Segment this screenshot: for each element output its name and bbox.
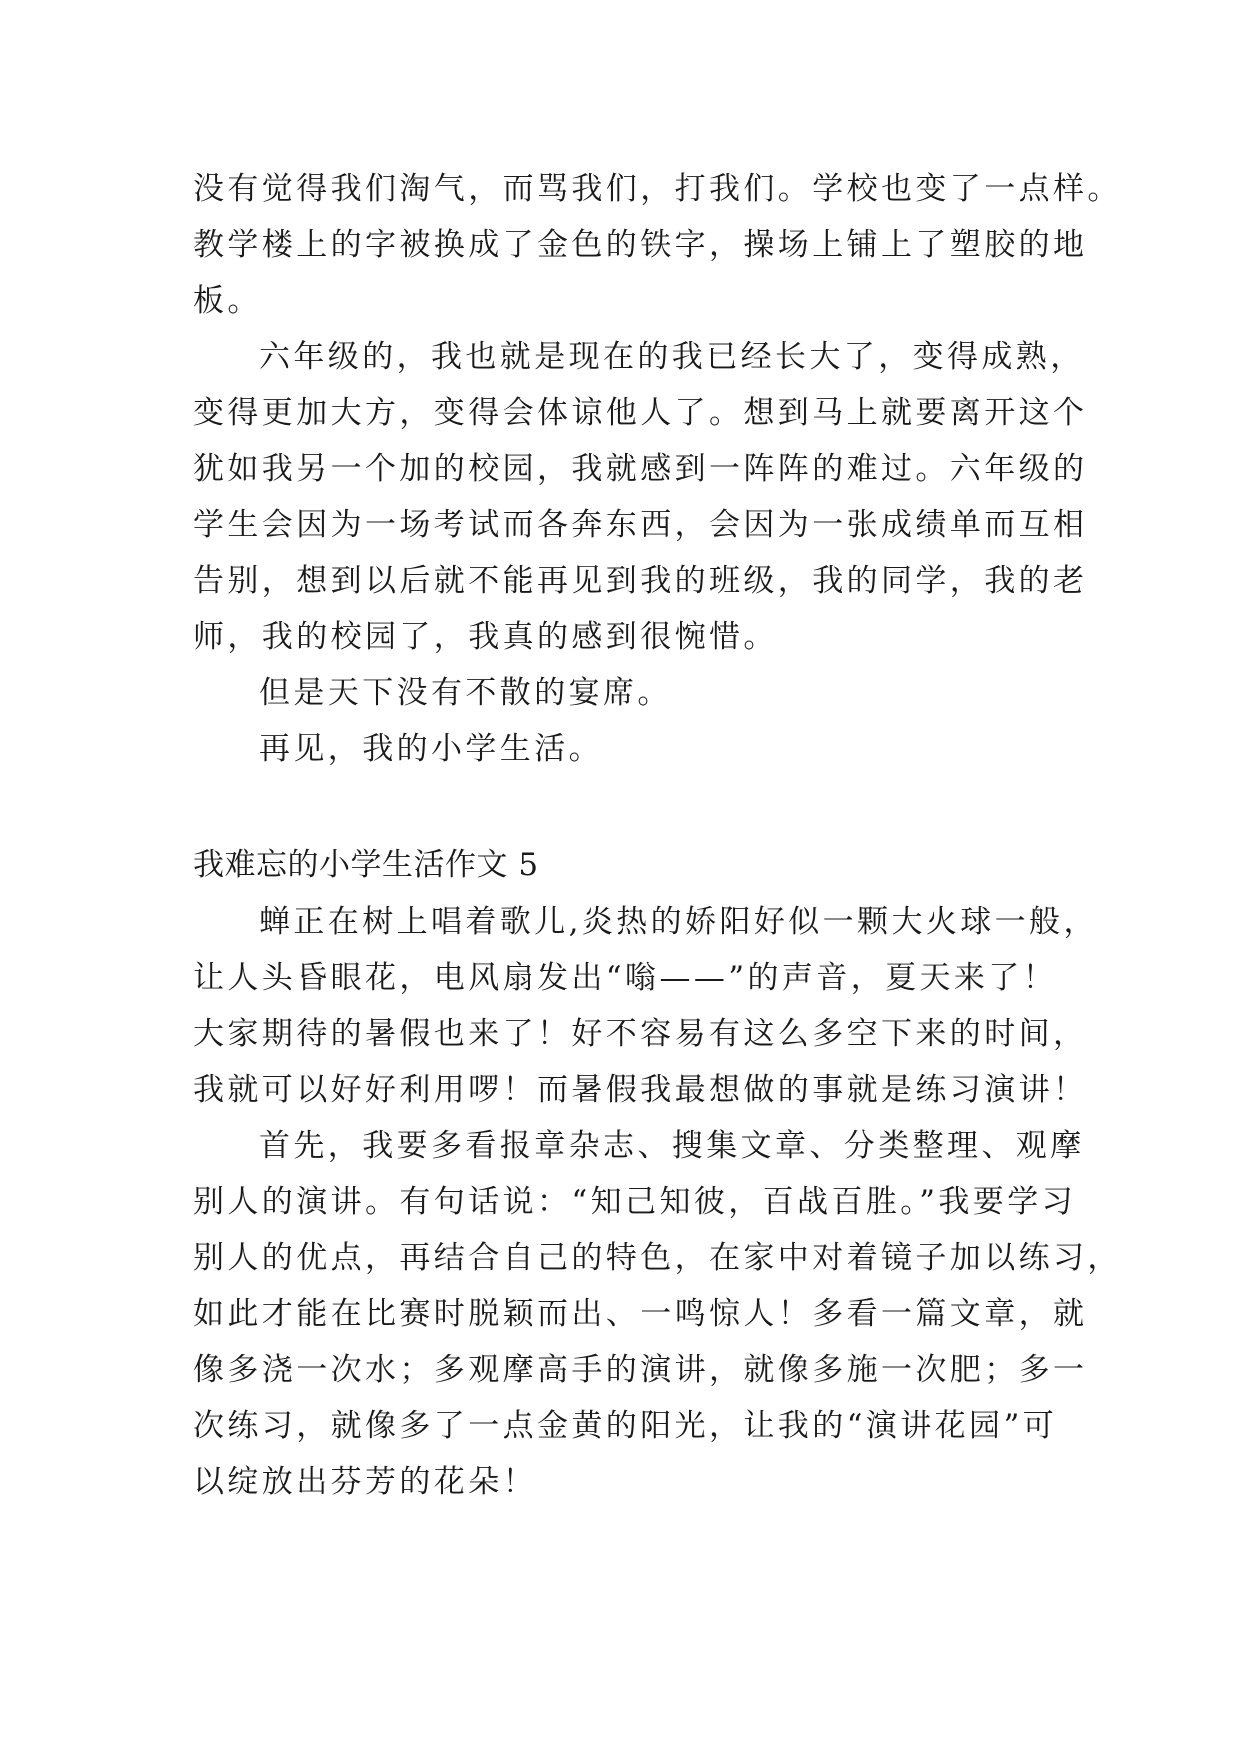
para-6-line-2: 别人的演讲。有句话说：“知己知彼，百战百胜。”我要学习 [193,1184,1076,1220]
para-2-line-5: 告别，想到以后就不能再见到我的班级，我的同学，我的老 [193,563,1088,599]
para-2-line-1: 六年级的，我也就是现在的我已经长大了，变得成熟， [259,339,1085,375]
para-2-line-2: 变得更加大方，变得会体谅他人了。想到马上就要离开这个 [193,395,1088,431]
para-6-line-5: 像多浇一次水；多观摩高手的演讲，就像多施一次肥；多一 [193,1352,1088,1388]
para-5-line-4: 我就可以好好利用啰！而暑假我最想做的事就是练习演讲！ [193,1072,1088,1108]
para-2-line-6: 师，我的校园了，我真的感到很惋惜。 [193,619,778,655]
para-5-line-1: 蝉正在树上唱着歌儿,炎热的娇阳好似一颗大火球一般， [259,904,1098,940]
para-2-line-3: 犹如我另一个加的校园，我就感到一阵阵的难过。六年级的 [193,451,1088,487]
para-6-line-1: 首先，我要多看报章杂志、搜集文章、分类整理、观摩 [259,1128,1085,1164]
para-2-line-4: 学生会因为一场考试而各奔东西，会因为一张成绩单而互相 [193,507,1088,543]
para-3-line-1: 但是天下没有不散的宴席。 [259,675,672,711]
para-6-line-3: 别人的优点，再结合自己的特色，在家中对着镜子加以练习， [193,1240,1122,1276]
para-5-line-3: 大家期待的暑假也来了！好不容易有这么多空下来的时间， [193,1016,1088,1052]
para-5-line-2: 让人头昏眼花，电风扇发出“嗡——”的声音，夏天来了！ [193,960,1058,996]
para-6-line-6: 次练习，就像多了一点金黄的阳光，让我的“演讲花园”可 [193,1408,1058,1444]
para-1-line-2: 教学楼上的字被换成了金色的铁字，操场上铺上了塑胶的地 [193,227,1088,263]
para-1-line-1: 没有觉得我们淘气，而骂我们，打我们。学校也变了一点样。 [193,171,1122,207]
section-heading: 我难忘的小学生活作文 5 [193,847,539,883]
para-6-line-4: 如此才能在比赛时脱颖而出、一鸣惊人！多看一篇文章，就 [193,1296,1088,1332]
para-6-line-7: 以绽放出芬芳的花朵！ [193,1464,537,1500]
para-4-line-1: 再见，我的小学生活。 [259,731,603,767]
para-1-line-3: 板。 [193,283,262,319]
